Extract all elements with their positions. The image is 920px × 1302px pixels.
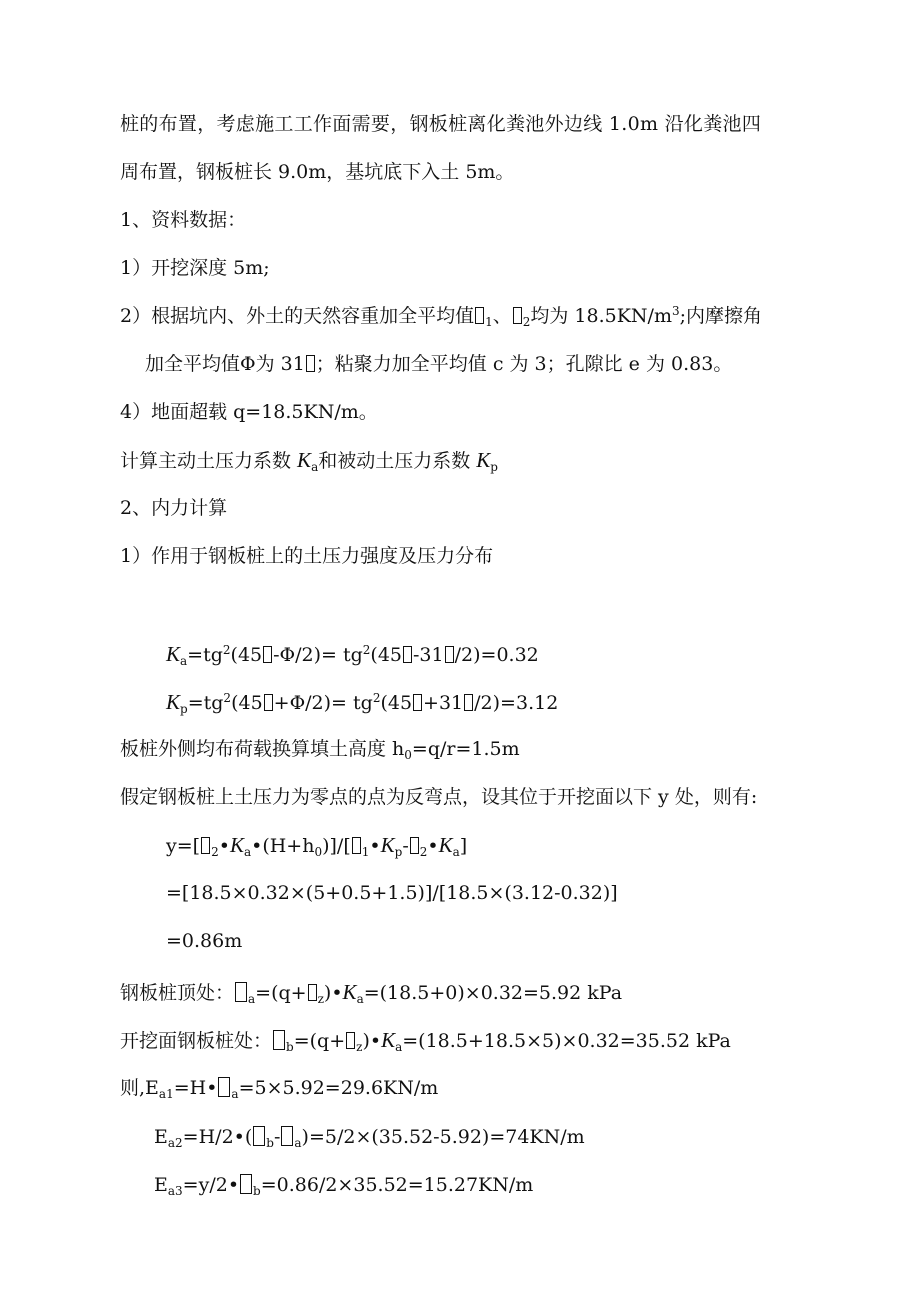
formula-excavation-face: 开挖面钢板桩处： $_b=(q+ _z)•K_a=(18.5+18.5\times 5)\times 0.32=35.52$ kPa: [120, 1028, 731, 1054]
item-unit-weight-cont: 加全平均值Φ为 31 ；粘聚力加全平均值 c 为 3；孔隙比 e 为 0.83。: [145, 353, 733, 375]
para-pile-layout-line2: 周布置，钢板桩长 9.0m，基坑底下入土 5m。: [120, 161, 515, 183]
para-inflection-point: 假定钢板桩上土压力为零点的点为反弯点，设其位于开挖面以下 y 处，则有:: [120, 786, 758, 808]
heading-internal-force: 2、内力计算: [120, 497, 228, 519]
item-pressure-distribution: 1）作用于钢板桩上的土压力强度及压力分布: [120, 545, 494, 567]
formula-y: y=[ $_2•K_a•(H+h_0)]/$[ $_1•K_p-$ $_2•K_a$]: [166, 833, 468, 859]
gamma-symbol-box: [475, 307, 484, 324]
formula-kp: $K_p=tg^2(45 +\Phi/2)= tg^2(45 +31$ /2)=3.12: [166, 690, 559, 716]
gamma-symbol-box: [346, 1032, 355, 1049]
gamma-symbol-box: [352, 837, 361, 854]
degree-symbol-box: [445, 646, 454, 663]
para-coefficients: 计算主动土压力系数 $K_a$和被动土压力系数 $K_p$: [120, 448, 498, 474]
gamma-symbol-box: [513, 307, 522, 324]
degree-symbol-box: [464, 694, 473, 711]
gamma-symbol-box: [201, 837, 210, 854]
sigma-symbol-box: [218, 1077, 230, 1097]
formula-pile-top: 钢板桩顶处： $_a=(q+ _z)•K_a=(18.5+0)\times 0.32=5.92$ kPa: [120, 980, 623, 1006]
item-unit-weight: 2）根据坑内、外土的天然容重加全平均值 $_1$、 $_2$均为 $18.5KN/m^3$;内摩擦角: [120, 304, 763, 329]
degree-symbol-box: [403, 646, 412, 663]
degree-symbol-box: [263, 646, 272, 663]
degree-symbol-box: [306, 355, 315, 372]
gamma-symbol-box: [308, 984, 317, 1001]
sigma-symbol-box: [253, 1126, 265, 1146]
sigma-symbol-box: [235, 982, 247, 1002]
item-surcharge: 4）地面超载 q=18.5KN/m。: [120, 401, 378, 423]
sigma-symbol-box: [273, 1030, 285, 1050]
formula-ea1: 则$,E_{a1}=H•$ $_a$=5×5.92=29.6KN/m: [120, 1077, 439, 1101]
formula-ea3: $E_{a3}=y/2•$ $_b$=0.86/2×35.52=15.27KN/m: [154, 1174, 534, 1198]
sigma-symbol-box: [281, 1126, 293, 1146]
sigma-symbol-box: [240, 1174, 252, 1194]
formula-ea2: $E_{a2}=H/2•$( $_b$- $_a$)=5/2×(35.52-5.92)=74KN/m: [154, 1126, 585, 1150]
formula-ka: $K_a=tg^2(45$ $-\Phi/2)= tg^2(45$ -31 /2)=0.32: [166, 642, 539, 668]
gamma-symbol-box: [410, 837, 419, 854]
formula-y-result: =0.86m: [166, 930, 243, 952]
para-pile-layout-line1: 桩的布置，考虑施工工作面需要，钢板桩离化粪池外边线 1.0m 沿化粪池四: [120, 113, 762, 135]
degree-symbol-box: [264, 694, 273, 711]
heading-data: 1、资料数据：: [120, 209, 247, 231]
para-fill-height: 板桩外侧均布荷载换算填土高度 $h_0=q/r=1.5m$: [120, 738, 520, 762]
formula-y-substitution: =[18.5×0.32×(5+0.5+1.5)]/[18.5×(3.12-0.32)]: [166, 882, 618, 904]
degree-symbol-box: [413, 694, 422, 711]
item-excavation-depth: 1）开挖深度 5m;: [120, 257, 270, 279]
